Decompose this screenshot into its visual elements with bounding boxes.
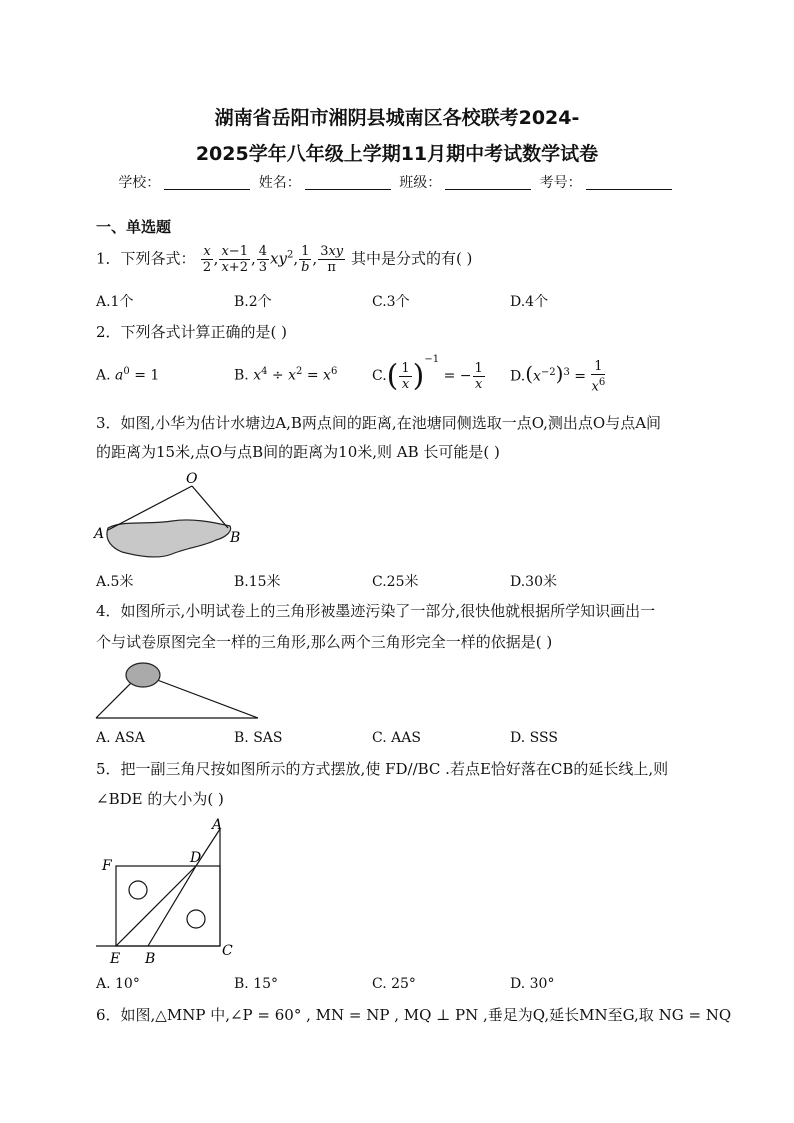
label-d: D — [190, 850, 202, 866]
q4-option-b[interactable]: B. SAS — [234, 730, 283, 746]
name-label: 姓名： — [258, 175, 301, 191]
expr-four-thirds: $\frac{4}{3}$ — [258, 244, 268, 275]
question-4-line-2: 个与试卷原图完全一样的三角形,那么两个三角形完全一样的依据是( ) — [96, 633, 553, 651]
q2-option-d[interactable]: $D.(x^{-2})^3$ = $\frac{1}{x^6}$ — [510, 359, 606, 395]
title-line-1: 湖南省岳阳市湘阴县城南区各校联考2024- — [214, 107, 580, 129]
question-1: 1．下列各式： $\frac{x}{2}$ , $\frac{x-1}{x+2}$ , $\frac{4}{3}$ $xy^2$, $\frac{1}{b}$ , $\frac{3xy}{\pi}$ 其中是分式的有( ) — [96, 244, 473, 275]
q5-option-d[interactable]: D. 30° — [510, 976, 555, 992]
label-b: B — [145, 951, 156, 967]
ink-triangle-diagram — [92, 658, 264, 722]
class-blank[interactable] — [445, 189, 531, 190]
q2-option-a[interactable]: A. $a^0 = 1$ — [96, 366, 160, 384]
school-label: 学校： — [118, 175, 161, 191]
expr-fraction-2: $\frac{x-1}{x+2}$ — [221, 244, 248, 275]
q5-option-b[interactable]: B. 15° — [234, 976, 279, 992]
student-info — [0, 172, 794, 192]
q3-option-a[interactable]: A.5米 — [96, 574, 134, 590]
q4-option-a[interactable]: A. ASA — [96, 730, 145, 746]
question-1-prefix: 1．下列各式： — [96, 249, 196, 268]
label-a: A — [94, 526, 105, 542]
q5-option-a[interactable]: A. 10° — [96, 976, 140, 992]
name-blank[interactable] — [305, 189, 391, 190]
q1-option-b[interactable]: B.2个 — [234, 294, 272, 310]
q3-option-d[interactable]: D.30米 — [510, 574, 557, 590]
set-square-diagram — [92, 815, 252, 970]
question-3-line-1: 3．如图,小华为估计水塘边A,B两点间的距离,在池塘同侧选取一点O,测出点O与点A间 — [96, 414, 662, 432]
label-e: E — [110, 951, 121, 967]
question-3-line-2: 的距离为15米,点O与点B间的距离为10米,则 AB 长可能是( ) — [96, 443, 500, 461]
title-line-2: 2025学年八年级上学期11月期中考试数学试卷 — [195, 143, 599, 165]
expr-3xy-over-pi: $\frac{3xy}{\pi}$ — [320, 244, 344, 275]
number-label: 考号： — [539, 175, 582, 191]
q4-option-c[interactable]: C. AAS — [372, 730, 421, 746]
number-blank[interactable] — [586, 189, 672, 190]
q4-option-d[interactable]: D. SSS — [510, 730, 558, 746]
q1-option-d[interactable]: D.4个 — [510, 294, 549, 310]
label-o: O — [186, 471, 198, 487]
question-5-line-1: 5．把一副三角尺按如图所示的方式摆放,使 FD//BC .若点E恰好落在CB的延长线上,则 — [96, 760, 669, 778]
q2-option-c[interactable]: C.( $\frac{1}{x}$ )$^{-1}$ = − $\frac{1}{x}$ — [372, 354, 483, 394]
q5-option-c[interactable]: C. 25° — [372, 976, 416, 992]
question-5-line-2: ∠BDE 的大小为( ) — [96, 790, 224, 808]
q3-option-b[interactable]: B.15米 — [234, 574, 281, 590]
expr-one-over-b: $\frac{1}{b}$ — [301, 244, 310, 275]
question-2: 2．下列各式计算正确的是( ) — [96, 323, 288, 341]
class-label: 班级： — [399, 175, 442, 191]
ink-blot — [126, 663, 160, 687]
q1-option-a[interactable]: A.1个 — [96, 294, 134, 310]
q2-option-b[interactable]: B. $x^4 \div x^2 = x^6$ — [234, 366, 338, 384]
question-1-suffix: 其中是分式的有( ) — [350, 249, 473, 268]
section-heading: 一、单选题 — [96, 218, 172, 236]
expr-x-over-2: $\frac{x}{2}$ — [202, 244, 212, 275]
pond-diagram — [92, 470, 242, 570]
label-a: A — [212, 817, 223, 833]
q3-option-c[interactable]: C.25米 — [372, 574, 419, 590]
question-4-line-1: 4．如图所示,小明试卷上的三角形被墨迹污染了一部分,很快他就根据所学知识画出一 — [96, 602, 656, 620]
label-f: F — [102, 858, 112, 874]
label-b: B — [230, 530, 241, 546]
school-blank[interactable] — [164, 189, 250, 190]
question-6-line-1: 6．如图,△MNP 中,∠P = 60° , MN = NP , MQ ⊥ PN ,垂足为Q,延长MN至G,取 NG = NQ — [96, 1006, 732, 1024]
label-c: C — [222, 943, 233, 959]
q1-option-c[interactable]: C.3个 — [372, 294, 410, 310]
